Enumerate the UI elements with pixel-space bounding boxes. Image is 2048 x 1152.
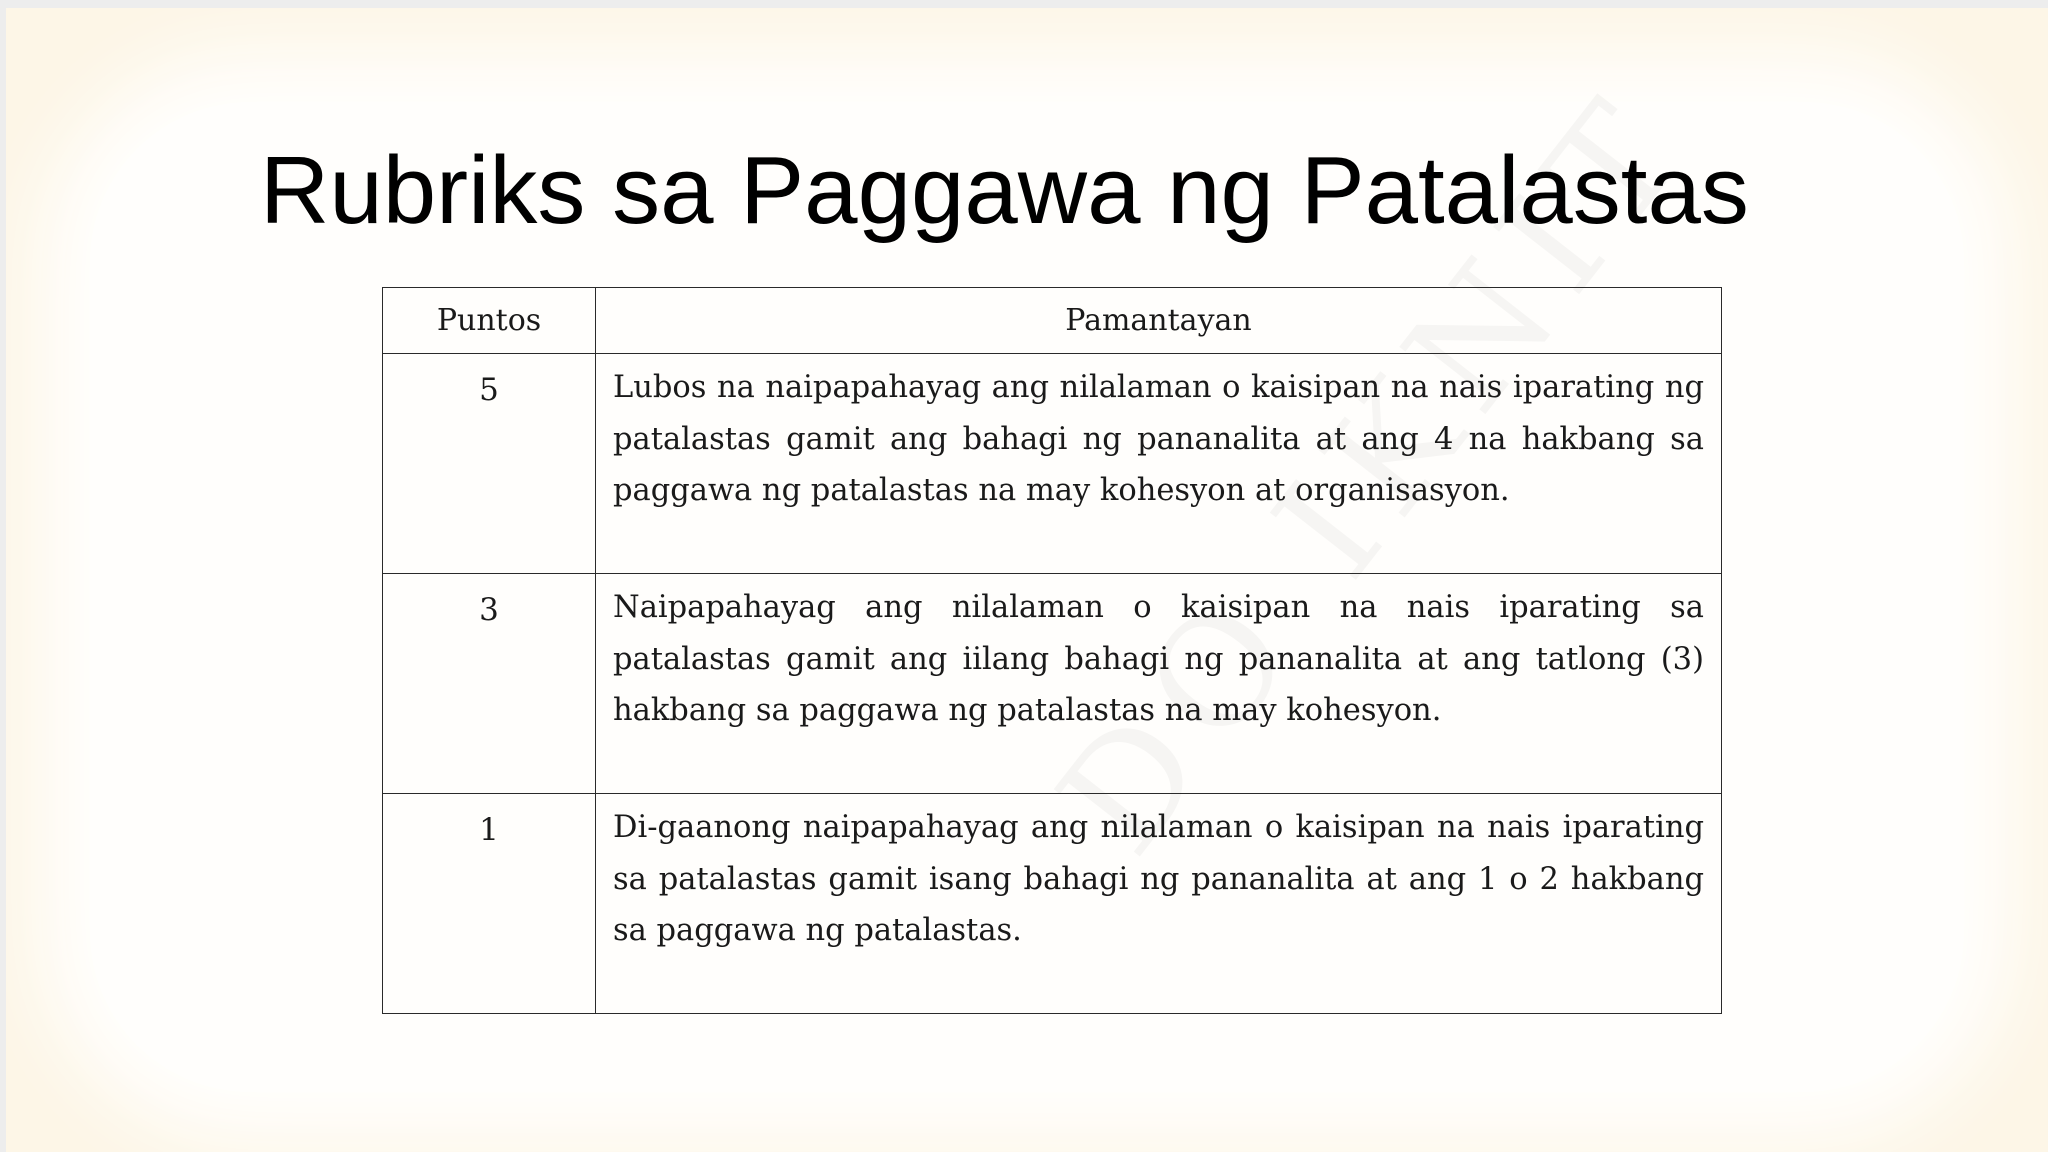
table-row <box>383 794 1722 1014</box>
row-points: 1 <box>383 794 596 1014</box>
header-criteria: Pamantayan <box>596 288 1722 354</box>
row-criteria: Lubos na naipapahayag ang nilalaman o kaisipan na nais iparating ng patalastas gamit ang bahagi ng pananalita at ang 4 na hakbang sa paggawa ng patalastas na may kohesyon at organisasyon. <box>596 354 1722 574</box>
table-header-row <box>383 288 1722 354</box>
table-row <box>383 574 1722 794</box>
slide-title: Rubriks sa Paggawa ng Patalastas <box>260 137 1749 244</box>
row-criteria: Di-gaanong naipapahayag ang nilalaman o kaisipan na nais iparating sa patalastas gamit isang bahagi ng pananalita at ang 1 o 2 hakbang sa paggawa ng patalastas. <box>596 794 1722 1014</box>
header-points: Puntos <box>383 288 596 354</box>
row-criteria: Naipapahayag ang nilalaman o kaisipan na nais iparating sa patalastas gamit ang iilang bahagi ng pananalita at ang tatlong (3) hakbang sa paggawa ng patalastas na may kohesyon. <box>596 574 1722 794</box>
table-row <box>383 354 1722 574</box>
slide <box>6 8 2048 1152</box>
rubric-table <box>382 287 1722 1014</box>
row-points: 5 <box>383 354 596 574</box>
row-points: 3 <box>383 574 596 794</box>
